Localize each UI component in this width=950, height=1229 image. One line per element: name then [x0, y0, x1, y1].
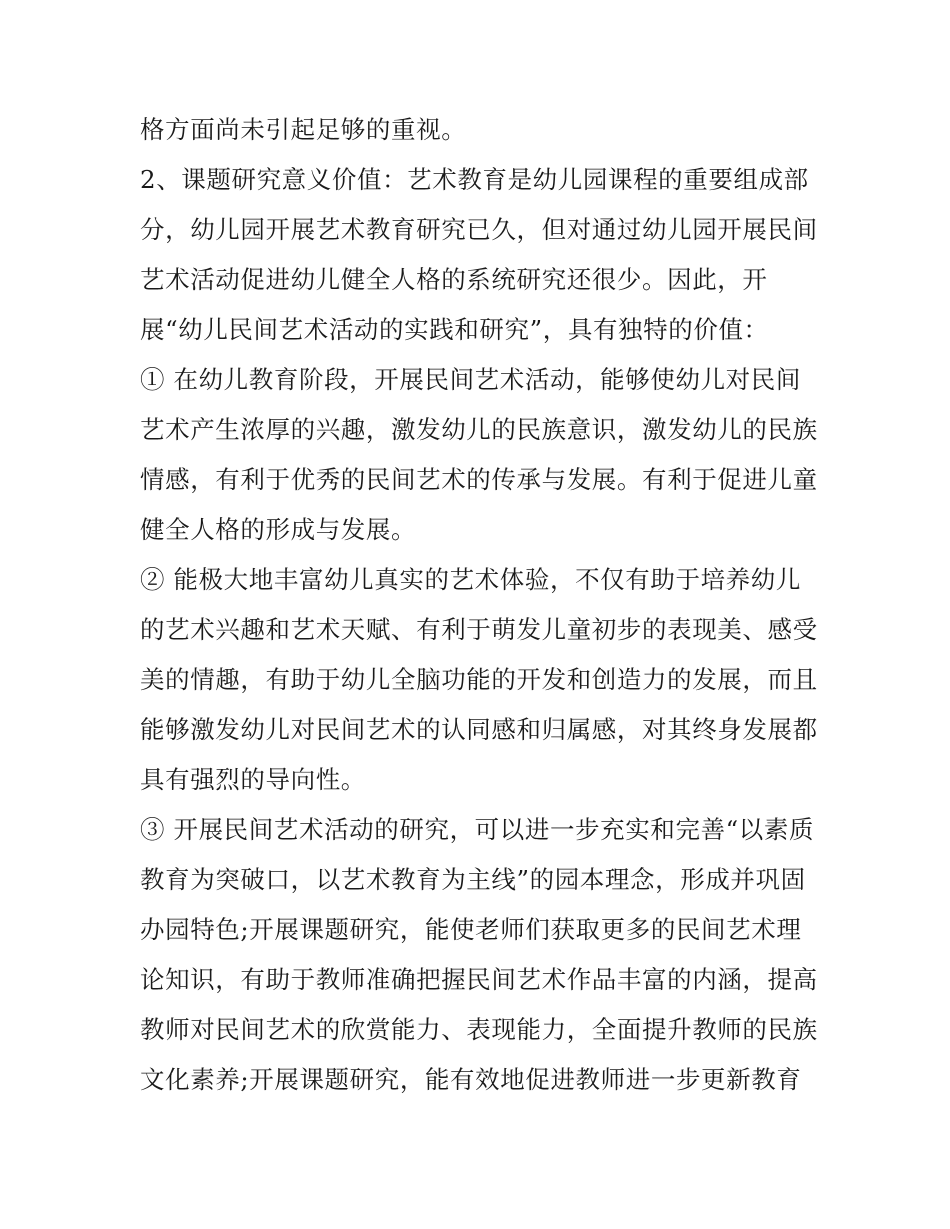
text-line: ③ 开展民间艺术活动的研究，可以进一步充实和完善“以素质	[140, 815, 815, 844]
text-line: 健全人格的形成与发展。	[140, 515, 417, 544]
text-line: 格方面尚未引起足够的重视。	[140, 115, 467, 144]
text-line: 艺术产生浓厚的兴趣，激发幼儿的民族意识，激发幼儿的民族	[140, 415, 818, 444]
text-line: 具有强烈的导向性。	[140, 765, 366, 794]
text-line: 分，幼儿园开展艺术教育研究已久，但对通过幼儿园开展民间	[140, 215, 818, 244]
text-line: 办园特色;开展课题研究，能使老师们获取更多的民间艺术理	[140, 915, 802, 944]
text-line: 展“幼儿民间艺术活动的实践和研究”，具有独特的价值：	[140, 315, 769, 344]
text-line: 能够激发幼儿对民间艺术的认同感和归属感，对其终身发展都	[140, 715, 818, 744]
text-line: 文化素养;开展课题研究，能有效地促进教师进一步更新教育	[140, 1065, 802, 1094]
text-line: 教育为突破口，以艺术教育为主线”的园本理念，形成并巩固	[140, 865, 806, 894]
text-line: 论知识，有助于教师准确把握民间艺术作品丰富的内涵，提高	[140, 965, 818, 994]
text-line: 教师对民间艺术的欣赏能力、表现能力，全面提升教师的民族	[140, 1015, 818, 1044]
text-line: 艺术活动促进幼儿健全人格的系统研究还很少。因此，开	[140, 265, 768, 294]
text-line: 美的情趣，有助于幼儿全脑功能的开发和创造力的发展，而且	[140, 665, 818, 694]
text-line: ① 在幼儿教育阶段，开展民间艺术活动，能够使幼儿对民间	[140, 365, 801, 394]
text-line: 的艺术兴趣和艺术天赋、有利于萌发儿童初步的表现美、感受	[140, 615, 818, 644]
text-line: 2、课题研究意义价值：艺术教育是幼儿园课程的重要组成部	[140, 165, 809, 194]
text-line: ② 能极大地丰富幼儿真实的艺术体验，不仅有助于培养幼儿	[140, 565, 801, 594]
text-line: 情感，有利于优秀的民间艺术的传承与发展。有利于促进儿童	[140, 465, 818, 494]
